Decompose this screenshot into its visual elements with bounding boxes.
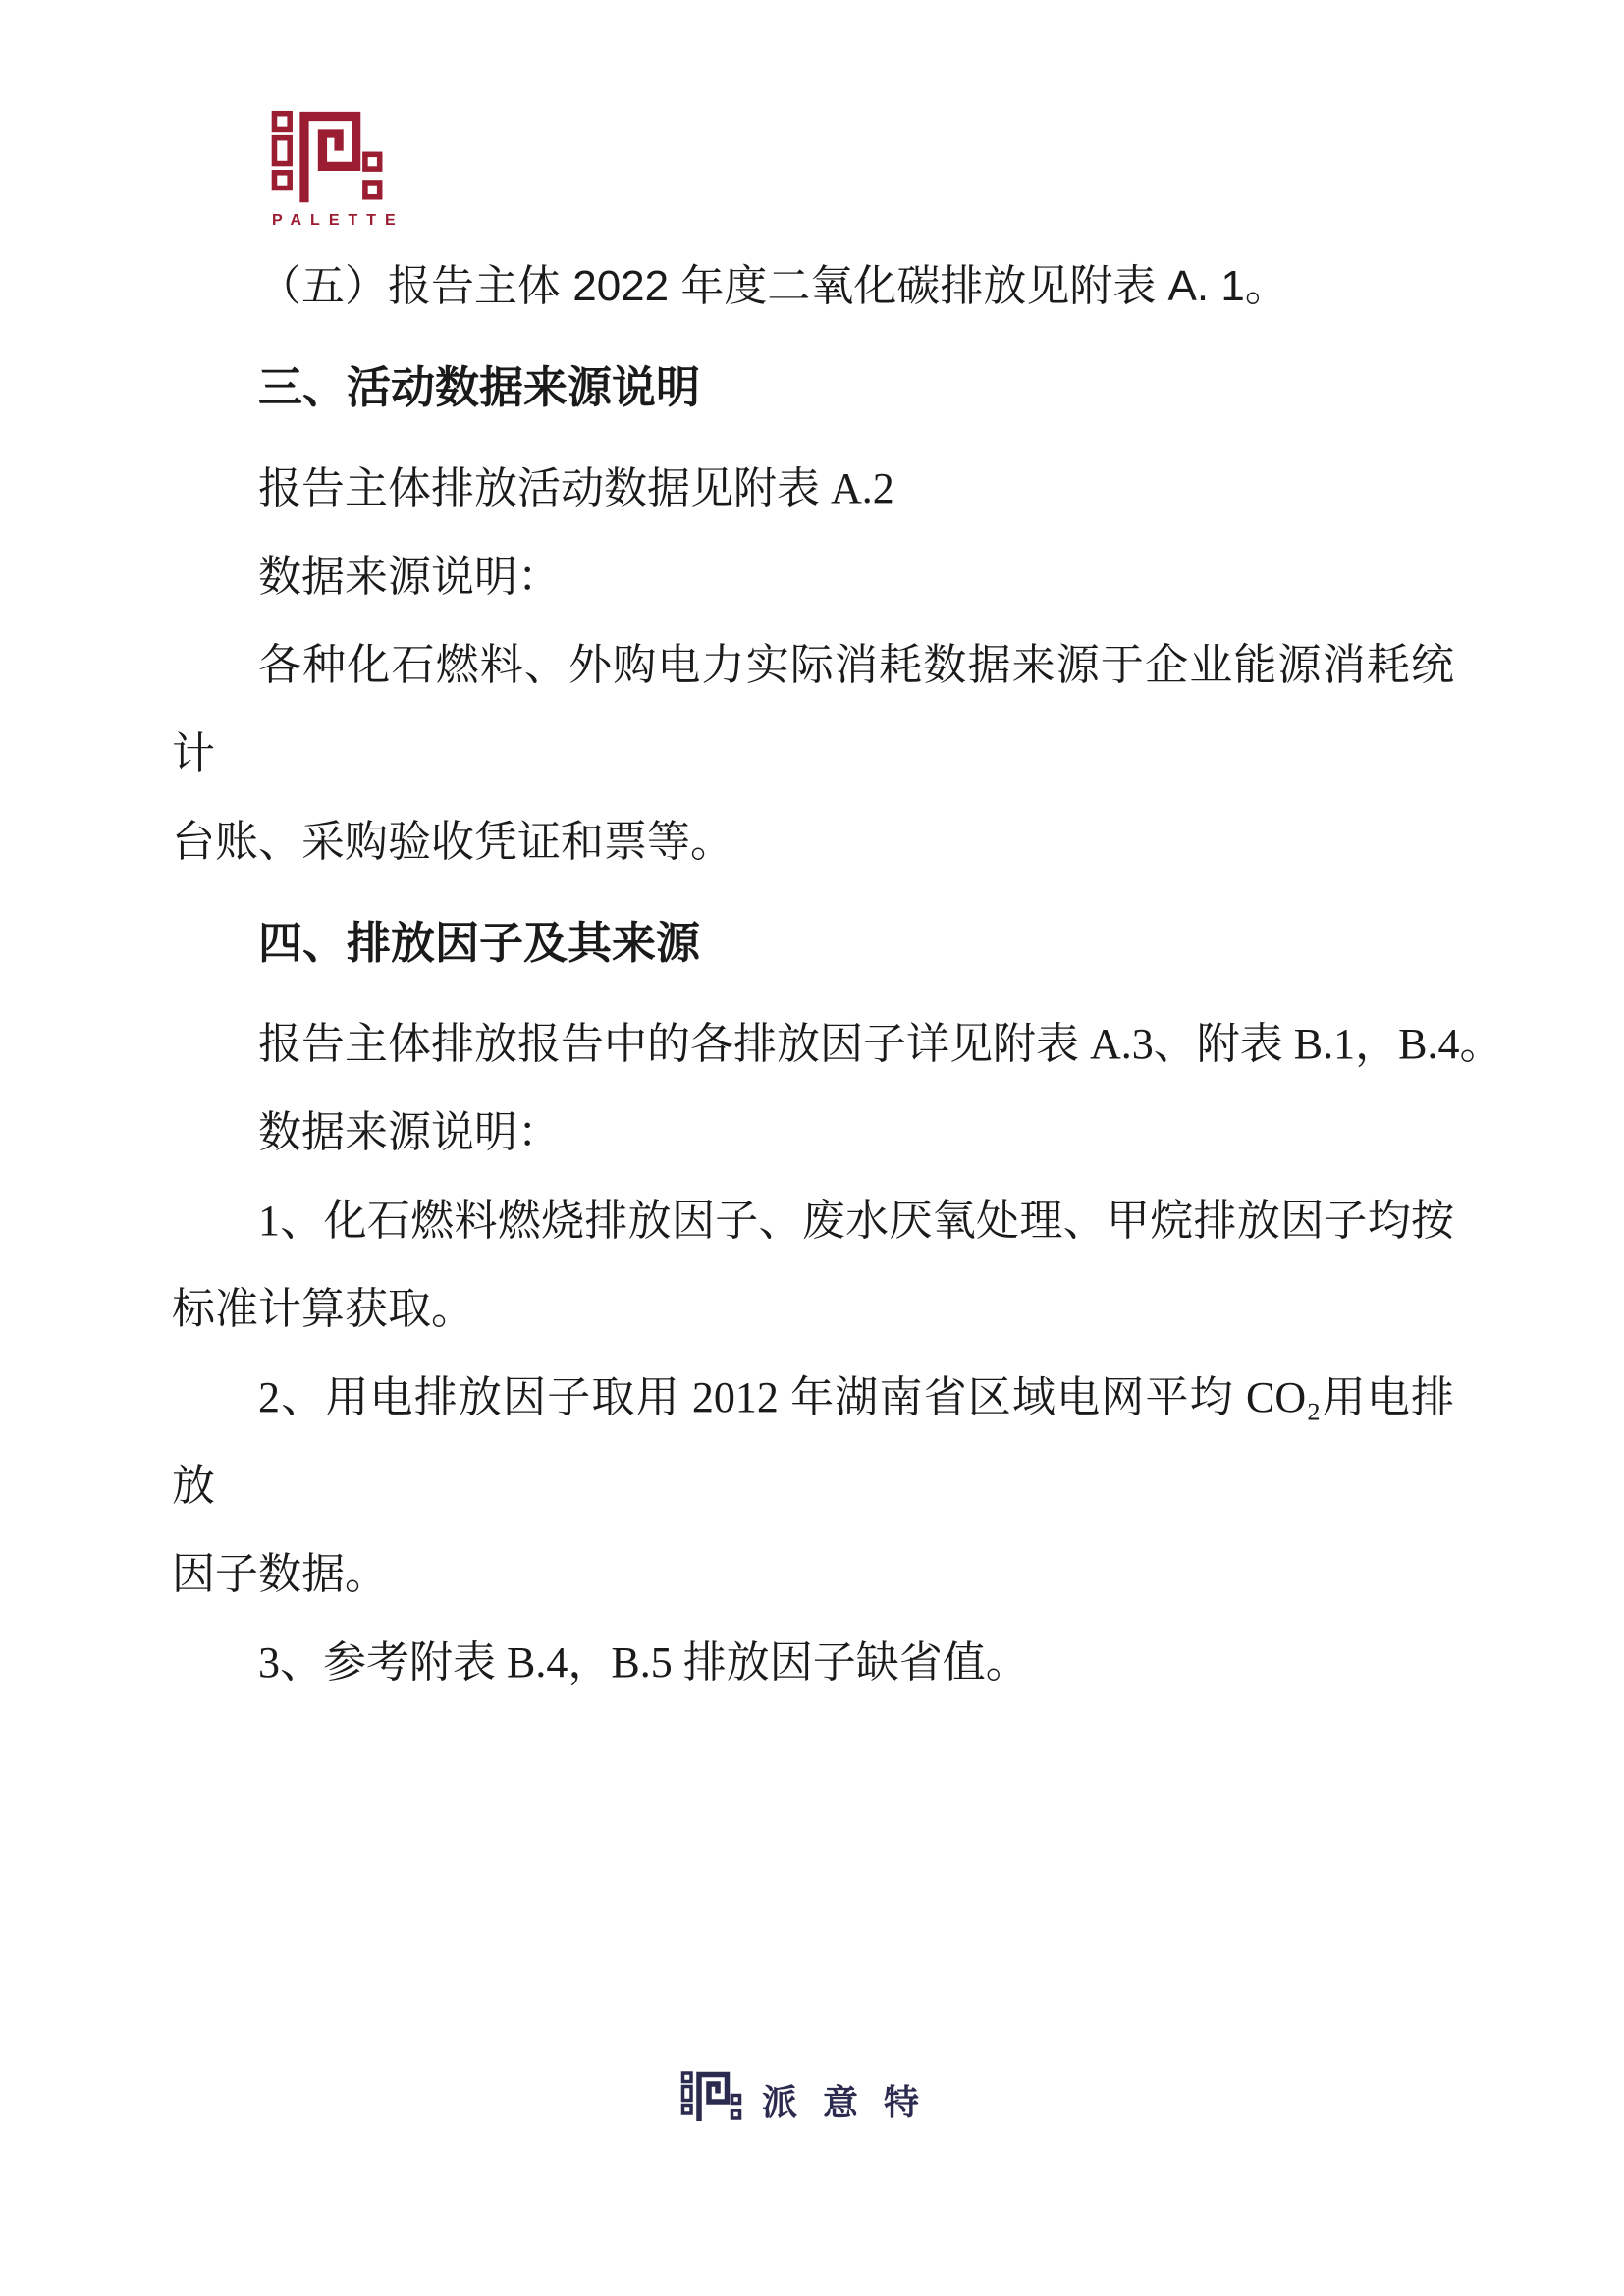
footer-brand <box>0 2071 1624 2128</box>
paragraph-data-source-label-1: 数据来源说明： <box>258 553 561 601</box>
document-body <box>172 242 1503 1707</box>
paragraph-data-source-label-2: 数据来源说明： <box>258 1108 561 1156</box>
header-logo-brand-text: PALETTE <box>272 212 405 229</box>
section-heading-4-emission-factors: 四、排放因子及其来源 <box>258 918 701 968</box>
footer-brand-text: 派意特 <box>761 2081 945 2122</box>
paragraph-emission-factors-tables: 报告主体排放报告中的各排放因子详见附表 A.3、附表 B.1，B.4。 <box>258 1020 1503 1068</box>
paragraph-fuel-consumption-line2: 台账、采购验收凭证和票等。 <box>172 818 733 866</box>
palette-logo-icon <box>263 110 393 206</box>
paiyite-logo-icon <box>679 2071 744 2128</box>
paragraph-point-1-line1: 1、化石燃料燃烧排放因子、废水厌氧处理、甲烷排放因子均按 <box>258 1197 1454 1245</box>
paragraph-item-5-report-emissions: （五）报告主体 2022 年度二氧化碳排放见附表 A. 1。 <box>258 262 1288 310</box>
paragraph-point-2-line2: 因子数据。 <box>172 1550 388 1598</box>
paragraph-point-3: 3、参考附表 B.4，B.5 排放因子缺省值。 <box>258 1638 1029 1686</box>
paragraph-point-1-line2: 标准计算获取。 <box>172 1285 474 1333</box>
header-logo <box>263 110 405 230</box>
paragraph-activity-data-table: 报告主体排放活动数据见附表 A.2 <box>258 464 894 512</box>
paragraph-fuel-consumption-line1: 各种化石燃料、外购电力实际消耗数据来源于企业能源消耗统计 <box>172 641 1454 777</box>
paragraph-point-2-line1: 2、用电排放因子取用 2012 年湖南省区域电网平均 CO₂用电排放 <box>172 1373 1454 1510</box>
section-heading-3-activity-data: 三、活动数据来源说明 <box>258 362 701 412</box>
